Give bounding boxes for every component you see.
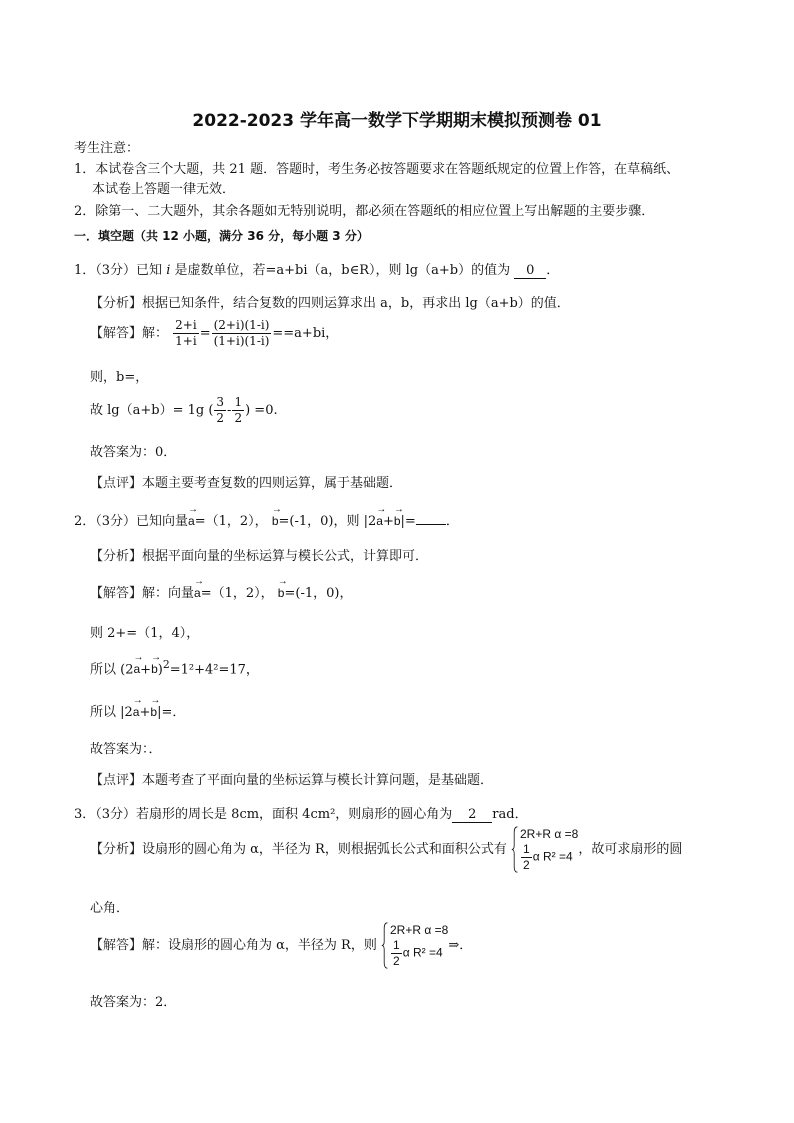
question-1-answer: 故答案为：0． (90, 445, 177, 460)
question-1-analysis: 【分析】根据已知条件，结合复数的四则运算求出 a，b，再求出 lg（a+b）的值． (90, 296, 570, 311)
question-2-line-4: 所以 |2→ a+→ b|=． (90, 701, 185, 720)
notice-item-2: 2．除第一、二大题外，其余各题如无特别说明，都必须在答题纸的相应位置上写出解题的主要步骤． (74, 204, 655, 219)
fraction: $\frac{3}{2}$ (216, 395, 225, 425)
vector-a: → a (188, 514, 195, 528)
question-3-analysis-cont: 心角． (90, 901, 130, 916)
question-2-line-2: 则 2+=（1，4）， (90, 626, 200, 641)
answer-blank (416, 524, 446, 525)
equation-system: 2R+R α =8 $\frac{1}{2}$ α R² =4 (381, 922, 448, 969)
vector-b: → b (272, 514, 279, 528)
question-3-stem: 3．（3分）若扇形的周长是 8cm，面积 4cm²，则扇形的圆心角为 2 rad． (74, 807, 528, 822)
question-1-comment: 【点评】本题主要考查复数的四则运算，属于基础题． (90, 476, 403, 491)
question-1-line-3: 故 lg（a+b）= 1g ( $\frac{3}{2}$ - $\frac{1}{2}$ ) =0. (90, 395, 278, 425)
question-3-solution: 【解答】解：设扇形的圆心角为 α，半径为 R，则 2R+R α =8 $\frac{1}{2}$ α R² =4 ⇒． (90, 923, 473, 968)
question-3-answer: 故答案为：2． (90, 995, 177, 1010)
question-3-analysis: 【分析】设扇形的圆心角为 α，半径为 R，则根据弧长公式和面积公式有 2R+R α =8 $\frac{1}{2}$ α R² =4 ，故可求扇形的圆 (90, 827, 683, 872)
fraction: $\frac{2+i}{1+i}$ (175, 318, 197, 348)
question-2-stem: 2．（3分）已知向量→ a=（1，2）， → b=(-1，0)，则 |2→ a+→ b|= ． (74, 510, 459, 529)
fraction: $\frac{1}{2}$ (234, 395, 243, 425)
brace-icon (381, 922, 389, 969)
notice-item-1: 1．本试卷含三个大题，共 21 题．答题时，考生务必按答题要求在答题纸规定的位置上作答，在草稿纸、 (74, 162, 680, 177)
fraction: $\frac{(2+i)(1-i)}{(1+i)(1-i)}$ (213, 318, 270, 348)
answer-blank: 2 (452, 807, 492, 823)
section-heading: 一．填空题（共 12 小题，满分 36 分，每小题 3 分） (74, 229, 369, 243)
question-2-solution: 【解答】解：向量→ a=（1，2）， → b=(-1，0)， (90, 582, 352, 601)
question-2-answer: 故答案为：． (90, 742, 162, 757)
question-2-line-3: 所以 $(2\to a+\to b)^2=1^2+4^2=17$， (90, 658, 259, 677)
notice-heading: 考生注意： (74, 141, 140, 156)
question-1-stem: 1．（3分）已知 i 是虚数单位，若=a+bi（a，b∈R），则 lg（a+b）的值为 0 ． (74, 263, 560, 278)
notice-item-1-cont: 本试卷上答题一律无效． (92, 182, 236, 197)
question-2-analysis: 【分析】根据平面向量的坐标运算与模长公式，计算即可． (90, 549, 429, 564)
question-1-solution: 【解答】解： $\frac{2+i}{1+i}$ = $\frac{(2+i)(1-i)}{(1+i)(1-i)}$ ==a+bi， (90, 318, 339, 348)
equation-system: 2R+R α =8 $\frac{1}{2}$ α R² =4 (511, 826, 578, 873)
question-2-comment: 【点评】本题考查了平面向量的坐标运算与模长计算问题，是基础题． (90, 773, 494, 788)
answer-blank: 0 (514, 263, 546, 279)
brace-icon (511, 826, 519, 873)
page-title: 2022-2023 学年高一数学下学期期末模拟预测卷 01 (192, 111, 602, 131)
question-1-line-2: 则，b=， (90, 370, 149, 385)
